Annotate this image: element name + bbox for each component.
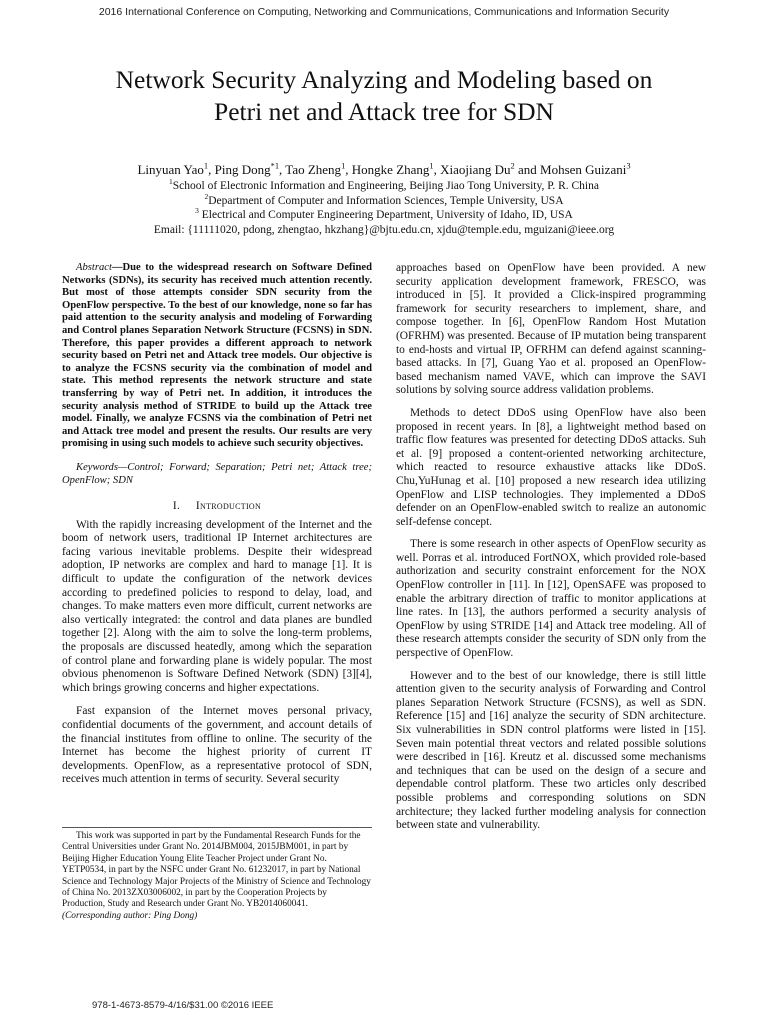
email-line: Email: {11111020, pdong, zhengtao, hkzhang}@bjtu.edu.cn, xjdu@temple.edu, mguizani@ieee.org xyxy=(153,223,615,236)
author: Mohsen Guizani$^3$ xyxy=(540,160,631,177)
affiliations xyxy=(30,179,738,237)
section-number: I. xyxy=(172,500,181,513)
author: Hongke Zhang$^1$, xyxy=(351,160,441,177)
author: Linyuan Yao$^1$, xyxy=(137,160,215,177)
section-title: Introduction xyxy=(195,500,262,513)
author: Ping Dong$^{*1}$, xyxy=(214,160,286,177)
paragraph: There is some research in other aspects of OpenFlow security as well. Porras et al. introduced FortNOX, which provided role-based authorization and security constraint enforcement for the NOX OpenFlow controller in [11]. In [12], OpenSAFE was proposed to enable the arbitrary direction of traffic to monitor applications at line rates. In [13], the authors performed a security analysis of OpenFlow by using STRIDE [14] and Attack tree modeling. All of these research attempts consider the security of SDN only from the perspective of OpenFlow. xyxy=(396,538,706,660)
affiliation: $^3$ Electrical and Computer Engineering Department, University of Idaho, ID, USA xyxy=(195,206,573,222)
title-line-2: Petri net and Attack tree for SDN xyxy=(214,97,554,126)
abstract xyxy=(62,262,372,451)
abstract-text: —Due to the widespread research on Software Defined Networks (SDNs), its security has received much attention recently. But most of those attempts consider SDN security from the OpenFlow perspective. To the best of our knowledge, none so far has paid attention to the security analysis and modeling of Forwarding and Control planes Separation Network Structure (FCSNS) in SDN. Therefore, this paper provides a different approach to network security based on Petri net and Attack tree models. Our objective is to analyze the FCSNS security via the combination of model and state. This method represents the network structure and state transferring by way of Petri net. In addition, it introduces the security analysis method of STRIDE to build up the Attack tree model. Finally, we analyze FCSNS via the combination of Petri net and Attack tree model and present the results. Our results are very promising in using such models to achieve such security objectives. xyxy=(62,262,372,450)
section-heading xyxy=(62,500,372,514)
paper-title xyxy=(30,64,738,128)
paragraph: With the rapidly increasing development of the Internet and the boom of network users, traditional IP Internet architectures are facing various inevitable problems. Despite their widespread adoption, IP networks are complex and hard to manage [1]. It is difficult to update the configuration of the network devices according to predefined policies to respond to delay, load, and changes. To make matters even more difficult, current networks are also vertically integrated: the control and data planes are bundled together [2]. Along with the aim to solve the long-term problems, the proposals are discussed heatedly, among which the separation of control plane and forwarding plane is widely popular. The most obvious phenomenon is Software Defined Network (SDN) [3][4], which brings growing concerns and higher expectations. xyxy=(62,518,372,694)
title-line-1: Network Security Analyzing and Modeling based on xyxy=(115,65,653,94)
keywords: Keywords—Control; Forward; Separation; Petri net; Attack tree; OpenFlow; SDN xyxy=(62,461,372,486)
corresponding-author-note: (Corresponding author: Ping Dong) xyxy=(62,910,198,921)
affiliation: $^2$Department of Computer and Information Sciences, Temple University, USA xyxy=(204,191,564,207)
right-column xyxy=(396,262,706,842)
conference-header: 2016 International Conference on Computing, Networking and Communications, Communications and Information Security xyxy=(98,6,670,18)
footnote-text: This work was supported in part by the Fundamental Research Funds for the Central Universities under Grant No. 2014JBM004, 2015JBM001, in part by Beijing Higher Education Young Elite Teacher Project under Grant No. YETP0534, in part by the NSFC under Grant No. 61232017, in part by National Science and Technology Major Projects of the Ministry of Science and Technology of China No. 2013ZX03006002, in part by the Cooperation Projects by Production, Study and Research under Grant No. YB2014060041. xyxy=(62,831,371,910)
author: Xiaojiang Du$^2$ and xyxy=(440,160,541,177)
author-list xyxy=(30,162,738,177)
funding-footnote xyxy=(62,827,372,922)
affiliation: $^1$School of Electronic Information and Engineering, Beijing Jiao Tong University, P. R. China xyxy=(169,177,599,192)
paragraph: However and to the best of our knowledge, there is still little attention given to the security analysis of Forwarding and Control planes Separation Network Structure (FCSNS), as well as SDN. Reference [15] and [16] analyze the security of SDN architecture. Six vulnerabilities in SDN control platforms were listed in [15]. Seven main potential threat vectors and related possible solutions were described in [16]. Kreutz et al. discussed some mechanisms and techniques that can be used on the design of a secure and dependable control platform. These two articles only described possible problems and corresponding solutions on SDN architecture; they lacked further modeling analysis for connection between state and vulnerability. xyxy=(396,669,706,832)
paragraph: Fast expansion of the Internet moves personal privacy, confidential documents of the government, and account details of the financial institutes from offline to online. The security of the Internet has become the highest priority of current IT developments. OpenFlow, as a representative protocol of SDN, receives much attention in terms of security. Several security xyxy=(62,705,372,786)
left-column xyxy=(62,262,372,797)
author: Tao Zheng$^1$, xyxy=(285,160,352,177)
abstract-lead: Abstract xyxy=(76,262,112,273)
paragraph: approaches based on OpenFlow have been provided. A new security application development framework, FRESCO, was introduced in [5]. It provided a Click-inspired programming framework for security researchers to implement, share, and compose together. In [6], OpenFlow Random Host Mutation (OFRHM) was presented. Because of IP mutation being transparent to end-hosts and virtual IP, OFRHM can defend against scanning-based attacks. In [7], Guang Yao et al. proposed an OpenFlow-based mechanism named VAVE, which can improve the SAVI solutions by solving source address validation problems. xyxy=(396,262,706,397)
paragraph: Methods to detect DDoS using OpenFlow have also been proposed in recent years. In [8], a lightweight method based on traffic flow features was presented for detecting DDoS attacks. Suh et al. [9] proposed a content-oriented networking architecture, which reacted to resource exhaustive attacks like DDoS. Chu,YuHunag et al. [10] proposed a new research idea utilizing OpenFlow and LISP technologies. They implemented a DDoS defender on an OpenFlow-enabled switch to realize an autonomic self-defense concept. xyxy=(396,406,706,528)
isbn-copyright: 978-1-4673-8579-4/16/$31.00 ©2016 IEEE xyxy=(92,1000,274,1011)
